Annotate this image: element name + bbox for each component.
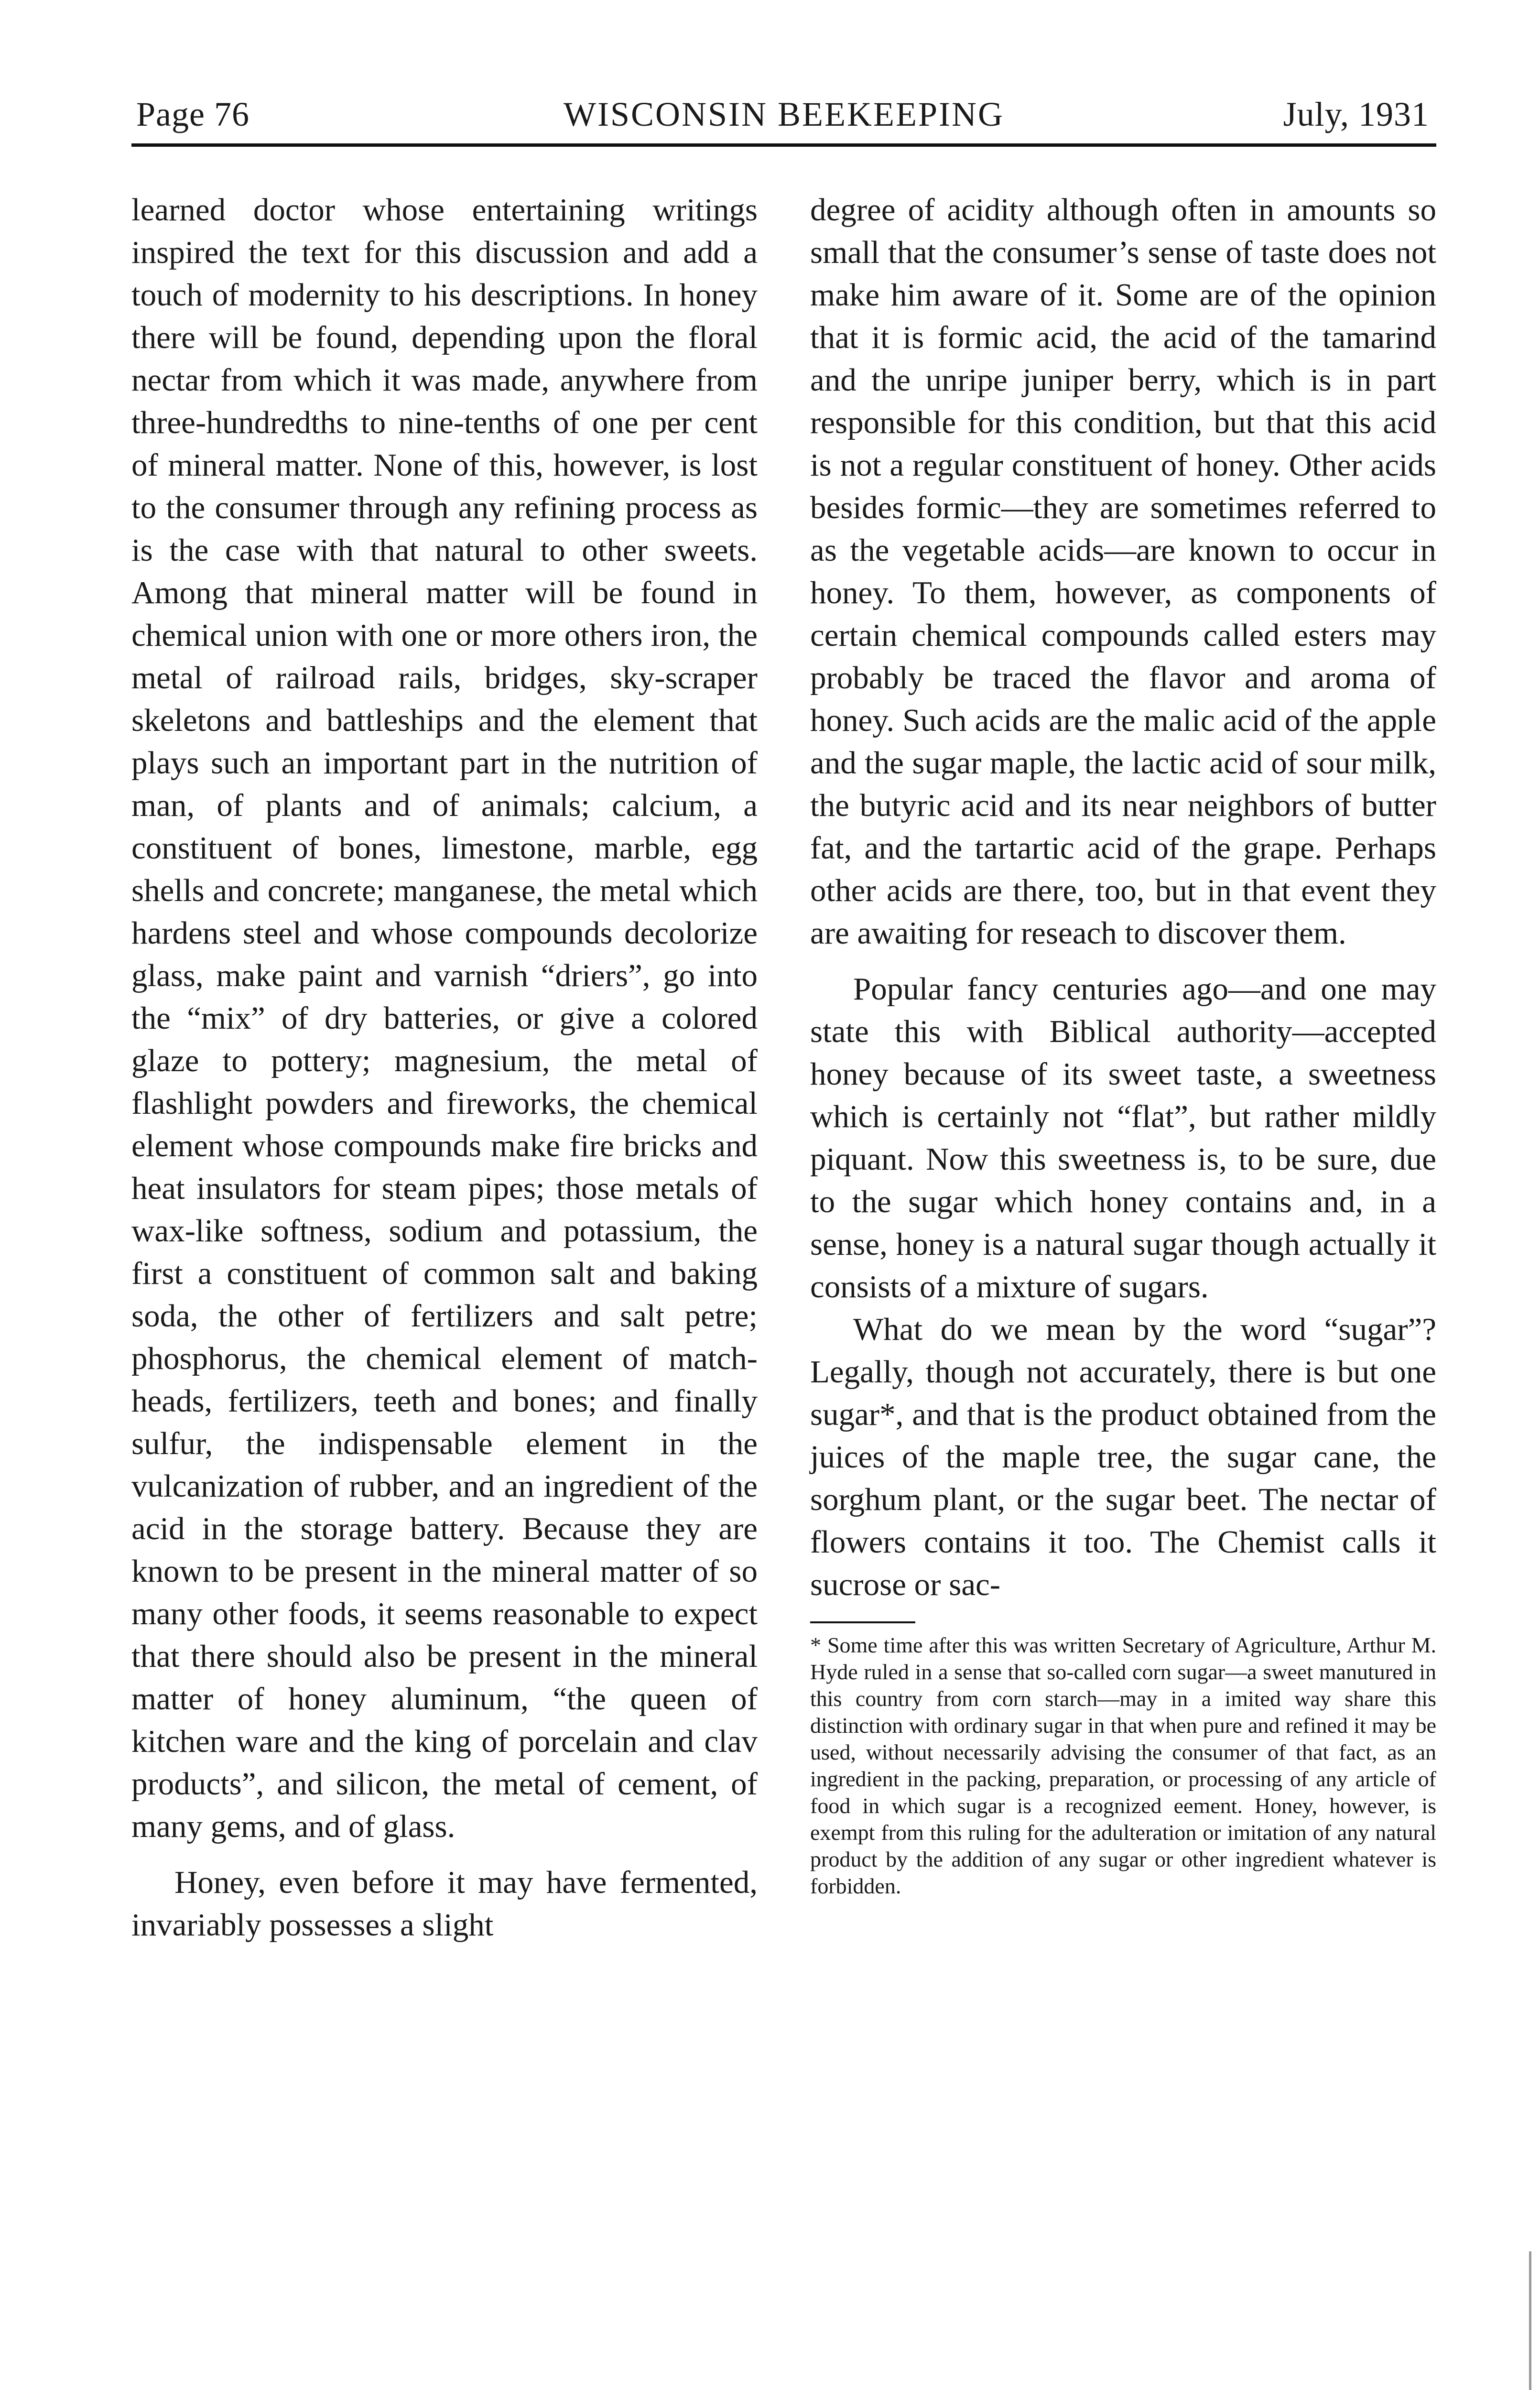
header-rule [131,143,1436,147]
publication-title: WISCONSIN BEEKEEPING [564,95,1004,133]
running-header [131,95,1436,147]
right-paragraph-3: What do we mean by the word “sugar”? Legally, though not accurately, there is but one sugar*, and that is the product obtained from the juices of the maple tree, the sugar cane, the sorghum plant, or the sugar beet. The nectar of flowers contains it too. The Chemist calls it sucrose or sac- [810,1312,1436,1602]
left-paragraph-2: Honey, even before it may have fermented, invariably possesses a slight [131,1865,758,1943]
right-paragraph-1: degree of acidity although often in amounts so small that the consumer’s sense of taste does not make him aware of it. Some are of the opinion that it is formic acid, the acid of the tamarind and the unripe juniper berry, which is in part responsible for this condition, but that this acid is not a regular constituent of honey. Other acids besides formic—they are sometimes referred to as the vegetable acids—are known to occur in honey. To them, however, as components of certain chemical compounds called esters may probably be traced the flavor and aroma of honey. Such acids are the malic acid of the apple and the sugar maple, the lactic acid of sour milk, the butyric acid and its near neighbors of butter fat, and the tartartic acid of the grape. Perhaps other acids are there, too, but in that event they are awaiting for reseach to discover them. [810,192,1436,951]
scan-edge-mark [1529,2251,1531,2390]
page-number: Page 76 [136,95,249,133]
right-column [810,189,1436,1900]
right-paragraph-2: Popular fancy centuries ago—and one may state this with Biblical authority—accepted honey because of its sweet taste, a sweetness which is certainly not “flat”, but rather mildly piquant. Now this sweetness is, to be sure, due to the sugar which honey contains and, in a sense, honey is a natural sugar though actually it consists of a mixture of sugars. [810,971,1436,1304]
left-column [131,189,758,1946]
left-paragraph-1: learned doctor whose entertaining writings inspired the text for this discussion and add a touch of modernity to his descriptions. In honey there will be found, depending upon the floral nectar from which it was made, anywhere from three-hundredths to nine-tenths of one per cent of mineral matter. None of this, however, is lost to the consumer through any refining process as is the case with that natural to other sweets. Among that mineral matter will be found in chemical union with one or more others iron, the metal of railroad rails, bridges, sky-scraper skeletons and battleships and the element that plays such an important part in the nutrition of man, of plants and of animals; calcium, a constituent of bones, limestone, marble, egg shells and concrete; manganese, the metal which hardens steel and whose compounds decolorize glass, make paint and varnish “driers”, go into the “mix” of dry batteries, or give a colored glaze to pottery; magnesium, the metal of flashlight powders and fireworks, the chemical element whose compounds make fire bricks and heat insulators for steam pipes; those metals of wax-like softness, sodium and potassium, the first a constituent of common salt and baking soda, the other of fertilizers and salt petre; phosphorus, the chemical element of match-heads, fertilizers, teeth and bones; and finally sulfur, the indispensable element in the vulcanization of rubber, and an ingredient of the acid in the storage battery. Because they are known to be present in the mineral matter of so many other foods, it seems reasonable to expect that there should also be present in the mineral matter of honey aluminum, “the queen of kitchen ware and the king of porcelain and clav products”, and silicon, the metal of cement, of many gems, and of glass. [131,192,758,1844]
footnote: * Some time after this was written Secretary of Agriculture, Arthur M. Hyde ruled in a sense that so-called corn sugar—a sweet manutured in this country from corn starch—may in a imited way share this distinction with ordinary sugar in that when pure and refined it may be used, without necessarily advising the consumer of that fact, as an ingredient in the packing, preparation, or processing of any article of food in which sugar is a recognized eement. Honey, however, is exempt from this ruling for the adulteration or imitation of any natural product by the addition of any sugar or other ingredient whatever is forbidden. [810,1633,1436,1898]
issue-date: July, 1931 [1283,95,1429,133]
footnote-rule [810,1621,915,1623]
